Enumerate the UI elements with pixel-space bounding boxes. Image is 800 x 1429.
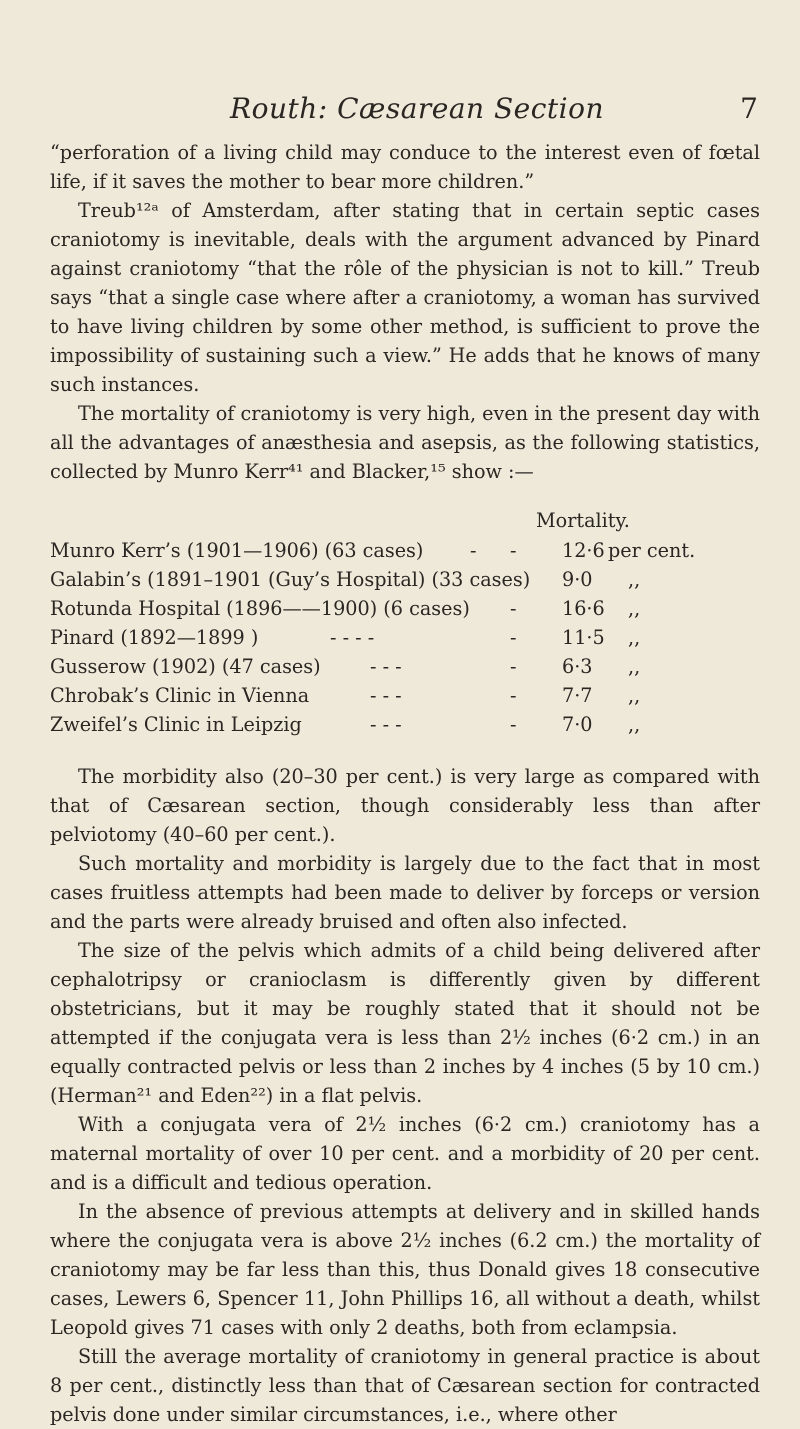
row-unit: ,, <box>628 655 641 678</box>
column-header-mortality: Mortality. <box>536 509 630 532</box>
paragraph: In the absence of previous attempts at delivery and in skilled hands where the conjugata vera is above 2½ inches (6.2 cm.) the mortality of craniotomy may be far less than this, thus Donald gives 18 consecutive cases, Lewers 6, Spencer 11, John Phillips 16, all without a death, whilst Leopold gives 71 cases with only 2 deaths, both from eclampsia. <box>50 1200 760 1339</box>
row-leader: - - - <box>370 655 402 678</box>
row-leader: - - - <box>370 684 402 707</box>
paragraph: Still the average mortality of craniotomy in general practice is about 8 per cent., distinctly less than that of Cæsarean section for contracted pelvis done under similar circumstances, i.e., where other <box>50 1345 760 1426</box>
row-label: Zweifel’s Clinic in Leipzig <box>50 713 302 736</box>
row-unit: per cent. <box>608 539 696 562</box>
row-label: Gusserow (1902) (47 cases) <box>50 655 321 678</box>
row-dash: - <box>510 655 517 678</box>
table-row <box>50 652 760 681</box>
row-unit: ,, <box>628 597 641 620</box>
row-value: 11·5 <box>562 626 605 649</box>
row-value: 9·0 <box>562 568 593 591</box>
row-unit: ,, <box>628 626 641 649</box>
paragraph: Treub¹²ᵃ of Amsterdam, after stating that in certain septic cases craniotomy is inevitable, deals with the argument advanced by Pinard against craniotomy “that the rôle of the physician is not to kill.” Treub says “that a single case where after a craniotomy, a woman has survived to have living children by some other method, is sufficient to prove the impossibility of sustaining such a view.” He adds that he knows of many such instances. <box>50 199 760 396</box>
table-row <box>50 681 760 710</box>
page-body <box>50 138 760 1429</box>
row-dash: - <box>510 713 517 736</box>
mortality-table <box>50 506 760 739</box>
paragraph: Such mortality and morbidity is largely due to the fact that in most cases fruitless attempts had been made to deliver by forceps or version and the parts were already bruised and often also infected. <box>50 852 760 933</box>
table-row <box>50 710 760 739</box>
paragraph: “perforation of a living child may conduce to the interest even of fœtal life, if it saves the mother to bear more children.” <box>50 141 760 193</box>
row-leader: - - - - <box>330 626 375 649</box>
table-header <box>50 506 760 536</box>
row-leader: - <box>470 539 477 562</box>
row-dash: - <box>510 539 517 562</box>
row-value: 16·6 <box>562 597 605 620</box>
row-unit: ,, <box>628 713 641 736</box>
row-leader: - - - <box>370 713 402 736</box>
paragraph: The morbidity also (20–30 per cent.) is very large as compared with that of Cæsarean section, though considerably less than after pelviotomy (40–60 per cent.). <box>50 765 760 846</box>
row-unit: ,, <box>628 684 641 707</box>
row-label: Galabin’s (1891–1901 (Guy’s Hospital) (33 cases) <box>50 568 531 591</box>
row-dash: - <box>510 626 517 649</box>
running-title: Routh: Cæsarean Section <box>230 92 605 125</box>
paragraph: The mortality of craniotomy is very high, even in the present day with all the advantages of anæsthesia and asepsis, as the following statistics, collected by Munro Kerr⁴¹ and Blacker,¹⁵ show :— <box>50 402 760 483</box>
row-value: 12·6 <box>562 539 605 562</box>
table-row <box>50 565 760 594</box>
row-unit: ,, <box>628 568 641 591</box>
row-value: 7·0 <box>562 713 593 736</box>
table-row <box>50 594 760 623</box>
table-row <box>50 623 760 652</box>
row-label: Rotunda Hospital (1896——1900) (6 cases) <box>50 597 470 620</box>
page-number: 7 <box>740 92 758 125</box>
row-value: 6·3 <box>562 655 593 678</box>
row-label: Munro Kerr’s (1901—1906) (63 cases) <box>50 539 424 562</box>
row-label: Chrobak’s Clinic in Vienna <box>50 684 310 707</box>
row-value: 7·7 <box>562 684 593 707</box>
table-row <box>50 536 760 565</box>
running-header <box>50 92 760 132</box>
row-dash: - <box>510 597 517 620</box>
paragraph: The size of the pelvis which admits of a child being delivered after cephalotripsy or cranioclasm is differently given by different obstetricians, but it may be roughly stated that it should not be attempted if the conjugata vera is less than 2½ inches (6·2 cm.) in an equally contracted pelvis or less than 2 inches by 4 inches (5 by 10 cm.) (Herman²¹ and Eden²²) in a flat pelvis. <box>50 939 760 1107</box>
row-dash: - <box>510 684 517 707</box>
row-label: Pinard (1892—1899 ) <box>50 626 259 649</box>
paragraph: With a conjugata vera of 2½ inches (6·2 cm.) craniotomy has a maternal mortality of over 10 per cent. and a morbidity of 20 per cent. and is a difficult and tedious operation. <box>50 1113 760 1194</box>
